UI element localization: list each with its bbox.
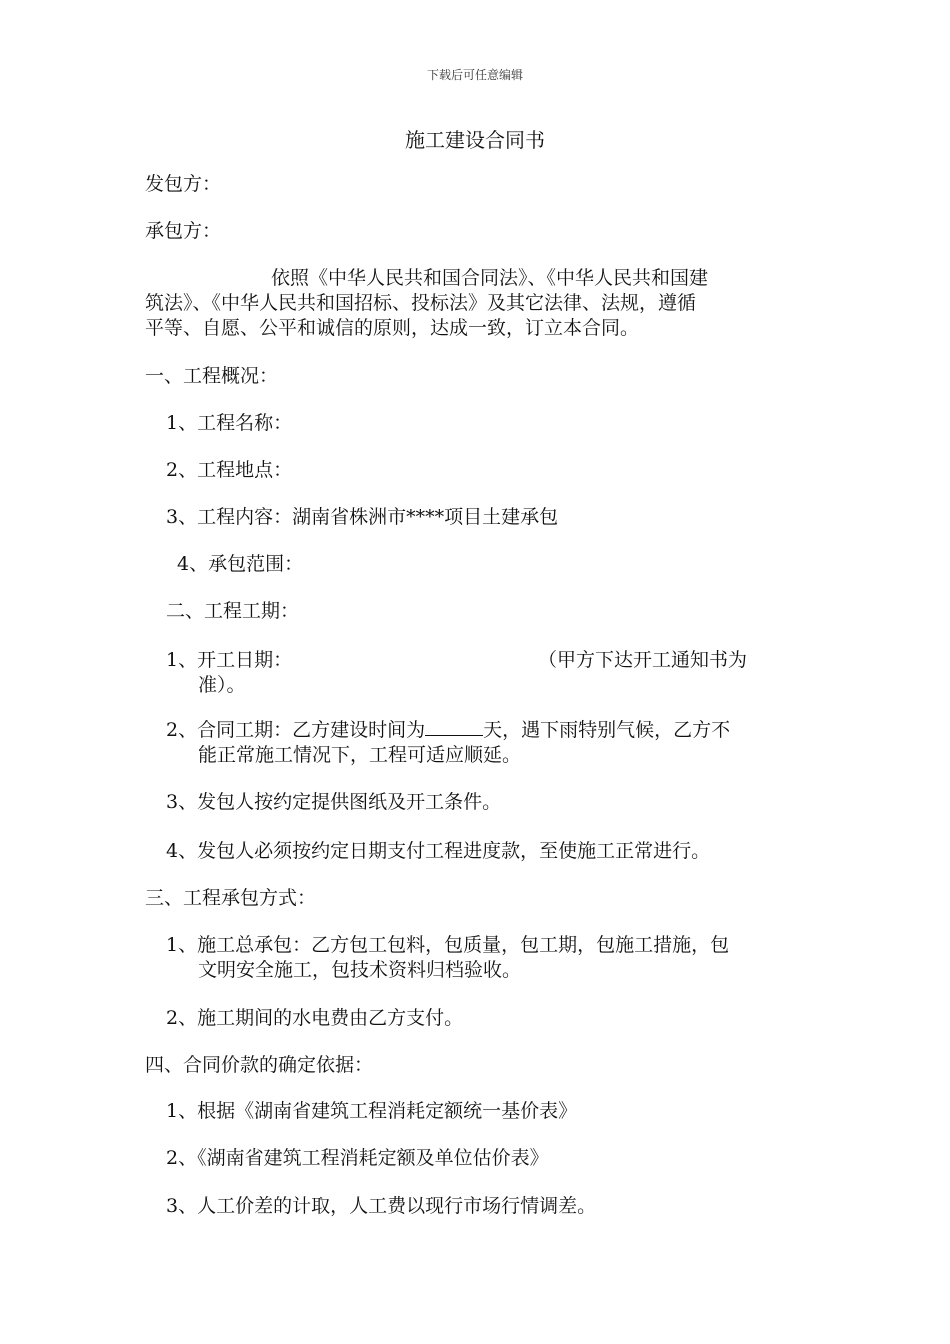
section-1-item-2: 2、工程地点： — [166, 459, 293, 481]
section-1-item-4: 4、承包范围： — [177, 553, 304, 575]
header-note: 下载后可任意编辑 — [426, 68, 523, 82]
section-3-heading: 三、工程承包方式： — [145, 887, 317, 909]
preamble-line-3: 平等、自愿、公平和诚信的原则，达成一致，订立本合同。 — [145, 317, 640, 339]
preamble-line-1: 依照《中华人民共和国合同法》、《中华人民共和国建 — [271, 267, 709, 289]
preamble-line-2: 筑法》、《中华人民共和国招标、投标法》及其它法律、法规，遵循 — [145, 292, 697, 314]
section-2-item-2 — [166, 718, 730, 743]
section-2-item-2-part-a: 2、合同工期：乙方建设时间为 — [166, 719, 426, 741]
section-4-item-2: 2、《湖南省建筑工程消耗定额及单位估价表》 — [166, 1147, 549, 1169]
section-2-item-3: 3、发包人按约定提供图纸及开工条件。 — [166, 791, 502, 813]
section-2-item-1-label: 1、开工日期： — [166, 649, 293, 671]
section-2-item-2-part-b: 天，遇下雨特别气候，乙方不 — [483, 719, 731, 741]
section-1-item-1: 1、工程名称： — [166, 412, 293, 434]
section-1-heading: 一、工程概况： — [145, 365, 279, 387]
section-2-item-2-cont: 能正常施工情况下，工程可适应顺延。 — [198, 744, 522, 766]
section-2-item-4: 4、发包人必须按约定日期支付工程进度款，至使施工正常进行。 — [166, 840, 711, 862]
section-3-item-1-cont: 文明安全施工，包技术资料归档验收。 — [198, 959, 522, 981]
section-4-item-1: 1、根据《湖南省建筑工程消耗定额统一基价表》 — [166, 1100, 578, 1122]
section-2-item-1-note: （甲方下达开工通知书为 — [538, 649, 748, 671]
party-b-label: 承包方： — [145, 220, 222, 242]
section-2-heading: 二、工程工期： — [166, 600, 300, 622]
duration-blank — [425, 718, 483, 736]
section-3-item-1: 1、施工总承包：乙方包工包料，包质量，包工期，包施工措施，包 — [166, 934, 730, 956]
section-3-item-2: 2、施工期间的水电费由乙方支付。 — [166, 1007, 464, 1029]
section-1-item-3: 3、工程内容：湖南省株洲市****项目土建承包 — [166, 506, 559, 528]
section-2-item-1-cont: 准）。 — [198, 674, 246, 696]
party-a-label: 发包方： — [145, 173, 222, 195]
section-4-heading: 四、合同价款的确定依据： — [145, 1054, 374, 1076]
section-4-item-3: 3、人工价差的计取，人工费以现行市场行情调差。 — [166, 1195, 597, 1217]
document-title: 施工建设合同书 — [405, 128, 545, 152]
